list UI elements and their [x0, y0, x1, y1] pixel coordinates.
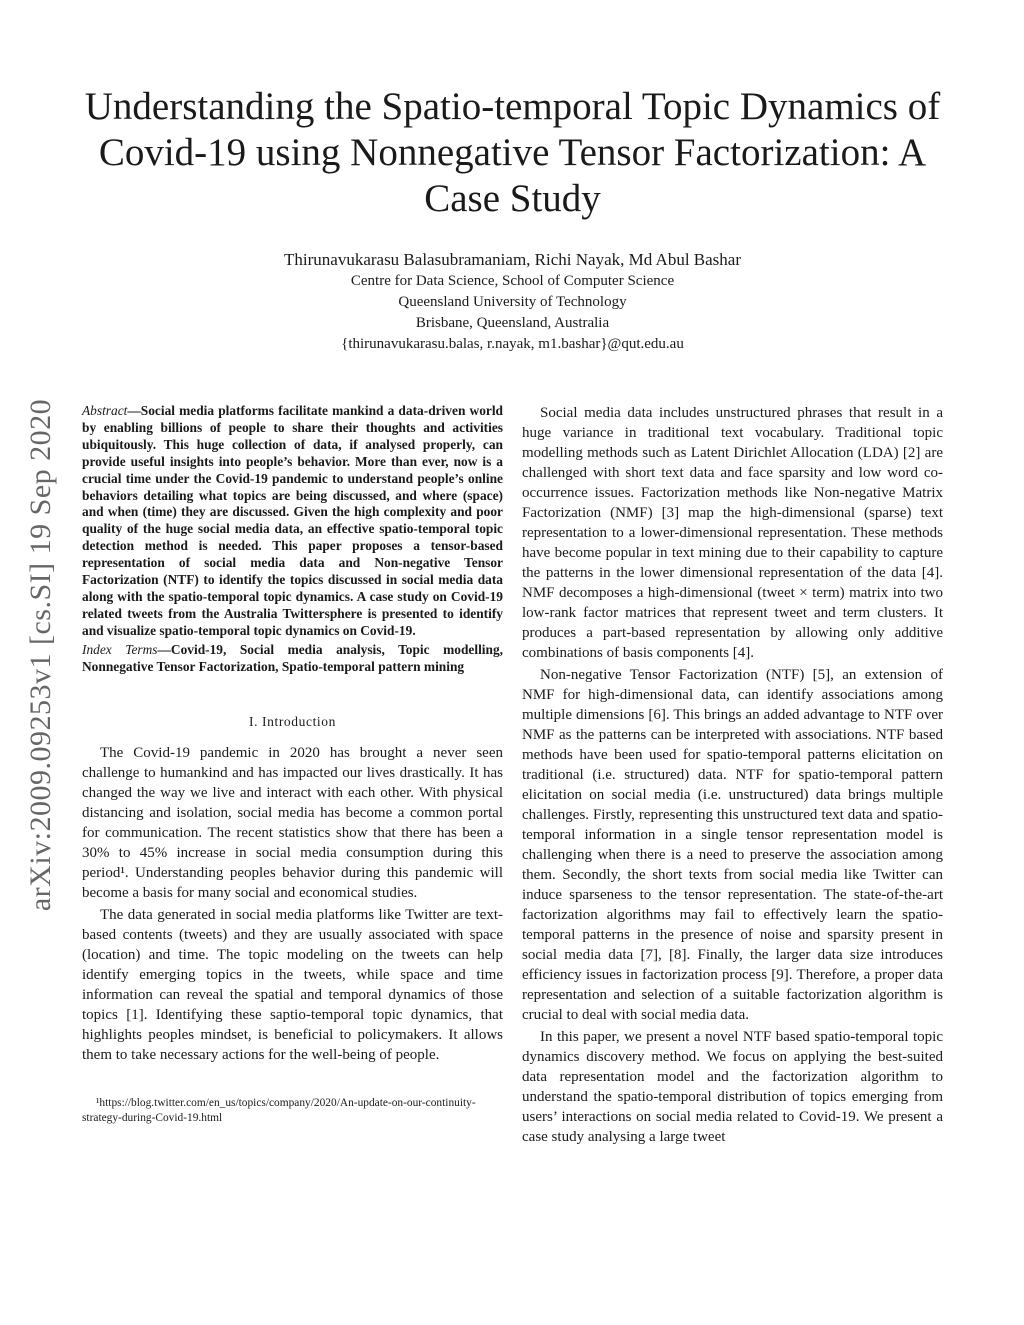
- paragraph: Non-negative Tensor Factorization (NTF) [5], an extension of NMF for high-dimensional data, can identify associations among multiple dimensions [6]. This brings an added advantage to NTF over NMF as the patterns can be interpreted with associations. NTF based methods have been used for spatio-temporal patterns elicitation on traditional (i.e. structured) data. NTF for spatio-temporal pattern elicitation on social media (i.e. unstructured) data brings multiple challenges. Firstly, representing this unstructured text data and spatio-temporal information in a single tensor representation model is challenging when there is a need to preserve the association among them. Secondly, the short texts from social media like Twitter can induce sparseness to the tensor representation. The state-of-the-art factorization algorithms may fail to effectively learn the spatio-temporal patterns in the presence of noise and sparsity present in social media data [7], [8]. Finally, the larger data size introduces efficiency issues in factorization process [9]. Therefore, a proper data representation and selection of a suitable factorization algorithm is crucial to deal with social media data.: [522, 667, 943, 1023]
- introduction-right: [522, 403, 943, 1147]
- right-column: [522, 403, 943, 1147]
- arxiv-identifier: [6, 360, 76, 950]
- paragraph: The Covid-19 pandemic in 2020 has brought a never seen challenge to humankind and has impacted our lives drastically. It has changed the way we live and interact with each other. With physical distancing and isolation, social media has become a common portal for communication. The recent statistics show that there has been a 30% to 45% increase in social media consumption during this period¹. Understanding peoples behavior during this pandemic will become a basis for many social and economical studies.: [82, 744, 503, 901]
- abstract-label: Abstract: [82, 403, 128, 418]
- index-terms-label: Index Terms: [82, 641, 158, 657]
- paragraph: Social media data includes unstructured phrases that result in a huge variance in traditional text vocabulary. Traditional topic modelling methods such as Latent Dirichlet Allocation (LDA) [2] are challenged with short text data and face sparsity and low word co-occurrence issues. Factorization methods like Non-negative Matrix Factorization (NMF) [3] map the high-dimensional (sparse) text representation to a lower-dimensional representation. These methods have become popular in text mining due to their capability to capture the patterns in the lower dimensional representation of the data [4]. NMF decomposes a high-dimensional (tweet × term) matrix into two low-rank factor matrices that represent tweet and term clusters. It produces a part-based representation by allowing only additive combinations of basis components [4].: [522, 405, 943, 661]
- author-names: Thirunavukarasu Balasubramaniam, Richi Nayak, Md Abul Bashar: [284, 250, 741, 269]
- left-column: [82, 403, 503, 1126]
- introduction-left: [82, 743, 503, 1065]
- abstract-text: —Social media platforms facilitate mankind a data-driven world by enabling billions of people to share their thoughts and activities ubiquitously. This huge collection of data, if analysed properly, can provide useful insights into people’s behavior. More than ever, now is a crucial time under the Covid-19 pandemic to understand people’s online behaviors detailing what topics are being discussed, and where (space) and when (time) they are discussed. Given the high complexity and poor quality of the huge social media data, an effective spatio-temporal topic detection method is needed. This paper proposes a tensor-based representation of social media data and Non-negative Tensor Factorization (NTF) to identify the topics discussed in social media data along with the spatio-temporal topic dynamics. A case study on Covid-19 related tweets from the Australia Twittersphere is presented to identify and visualize spatio-temporal topic dynamics on Covid-19.: [82, 403, 503, 638]
- author-emails: {thirunavukarasu.balas, r.nayak, m1.bashar}@qut.edu.au: [341, 336, 684, 352]
- paragraph: The data generated in social media platforms like Twitter are text-based contents (tweets) and they are usually associated with space (location) and time. The topic modeling on the tweets can help identify emerging topics in the tweets, while space and time information can reveal the spatial and temporal dynamics of those topics [1]. Identifying these saptio-temporal topic dynamics, that highlights peoples mindset, is beneficial to policymakers. It allows them to take necessary actions for the well-being of people.: [82, 906, 503, 1063]
- section-heading-introduction: I. Introduction: [249, 713, 336, 729]
- paragraph: In this paper, we present a novel NTF based spatio-temporal topic dynamics discovery method. We focus on applying the best-suited data representation model and the factorization algorithm to understand the spatio-temporal distribution of topics emerging from users’ interactions on social media related to Covid-19. We present a case study analysing a large tweet: [522, 1029, 943, 1145]
- index-terms: [82, 642, 503, 676]
- index-terms-text: —Covid-19, Social media analysis, Topic modelling, Nonnegative Tensor Factorization, Spatio-temporal pattern mining: [82, 641, 504, 674]
- affiliation-line: Centre for Data Science, School of Computer Science: [350, 273, 675, 289]
- affiliation-line: Queensland University of Technology: [398, 294, 627, 310]
- paper-title: Understanding the Spatio-temporal Topic Dynamics of Covid-19 using Nonnegative Tensor Factorization: A Case Study: [84, 85, 941, 220]
- footnote: ¹https://blog.twitter.com/en_us/topics/company/2020/An-update-on-our-continuity-strategy-during-Covid-19.html: [82, 1096, 476, 1124]
- author-block: [70, 250, 955, 355]
- abstract: [82, 403, 503, 640]
- arxiv-identifier-text: arXiv:2009.09253v1 [cs.SI] 19 Sep 2020: [24, 398, 58, 912]
- affiliation-line: Brisbane, Queensland, Australia: [415, 315, 610, 331]
